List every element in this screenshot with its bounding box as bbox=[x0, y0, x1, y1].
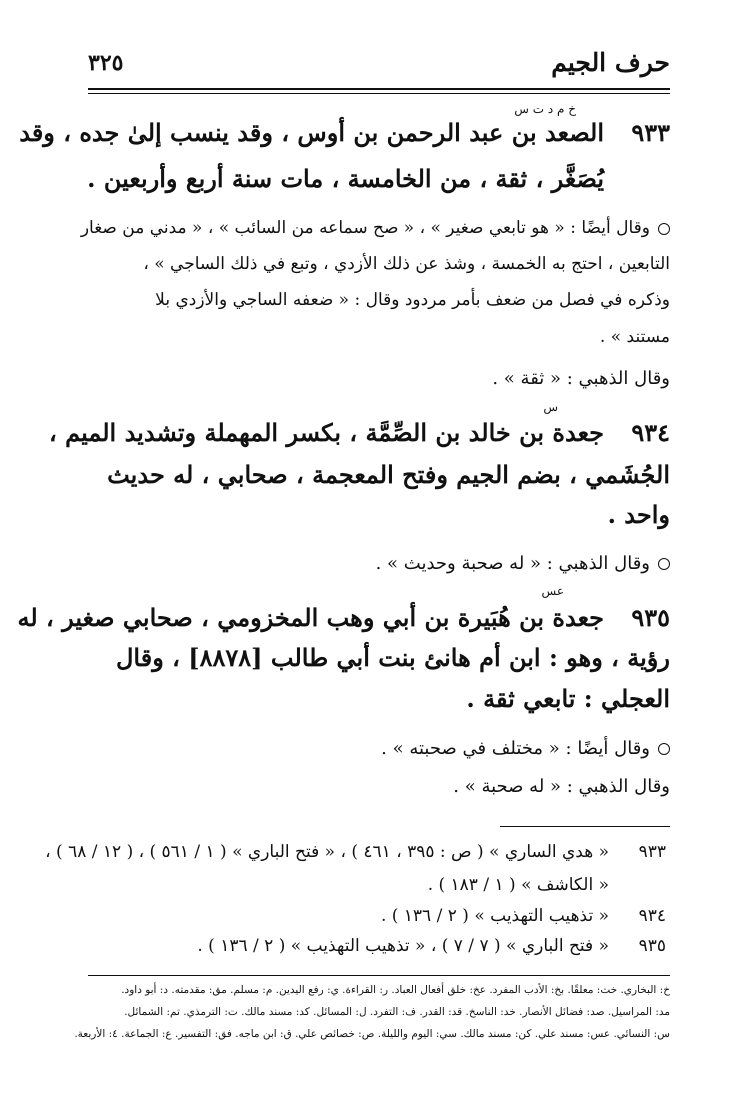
entry-line: رؤية ، وهو : ابن أم هانئ بنت أبي طالب [٨٨٧٨] ، وقال bbox=[115, 643, 670, 672]
footnote-line: « هدي الساري » ( ص : ٣٩٥ ، ٤٦١ ) ، « فتح الباري » ( ١ / ٥٦١ ) ، ( ١٢ / ٦٨ ) ، bbox=[45, 842, 609, 862]
page-number: ٣٢٥ bbox=[88, 50, 124, 76]
entry-number: ٩٣٣ bbox=[631, 118, 670, 147]
header-rule-top bbox=[88, 88, 670, 90]
entry-line: جعدة بن هُبَيرة بن أبي وهب المخزومي ، صحابي صغير ، له bbox=[17, 603, 604, 632]
entry-line: جعدة بن خالد بن الصِّمَّة ، بكسر المهملة وتشديد الميم ، bbox=[49, 418, 604, 447]
circle-bullet-icon bbox=[658, 558, 670, 570]
note-line: وقال الذهبي : « له صحبة وحديث » . bbox=[88, 553, 670, 574]
abbreviation-line: مد: المراسيل. صد: فضائل الأنصار. خد: الناسخ. قد: القدر. ف: التفرد. ل: المسائل. كد: مسند مالك. ت: الترمذي. تم: الشمائل. bbox=[124, 1006, 670, 1018]
header-rule-bottom bbox=[88, 93, 670, 94]
entry-line: العجلي : تابعي ثقة . bbox=[466, 684, 670, 713]
footnote-number: ٩٣٤ bbox=[638, 906, 666, 926]
circle-bullet-icon bbox=[658, 743, 670, 755]
entry-number: ٩٣٥ bbox=[631, 603, 670, 632]
note-line: وقال الذهبي : « ثقة » . bbox=[492, 368, 670, 389]
footnote-number: ٩٣٥ bbox=[638, 936, 666, 956]
entry-line: يُصَغَّر ، ثقة ، من الخامسة ، مات سنة أربع وأربعين . bbox=[87, 164, 604, 193]
abbreviation-line: خ: البخاري. خت: معلقًا. بخ: الأدب المفرد. عخ: خلق أفعال العباد. ر: القراءة. ي: رفع اليدين. م: مسلم. مق: مقدمته. د: أبو داود. bbox=[121, 984, 670, 996]
abbreviation-line: س: النسائي. عس: مسند علي. كن: مسند مالك. سي: اليوم والليلة. ص: خصائص علي. ق: ابن ماجه. فق: التفسير. ع: الجماعة. ٤: الأربعة. bbox=[74, 1028, 670, 1040]
entry-line: الجُشَمي ، بضم الجيم وفتح المعجمة ، صحابي ، له حديث bbox=[107, 460, 670, 489]
note-line: وقال الذهبي : « له صحبة » . bbox=[453, 776, 670, 797]
entry-symbols: خ م د ت س bbox=[514, 102, 576, 116]
footnote-line: « الكاشف » ( ١ / ١٨٣ ) . bbox=[427, 875, 609, 895]
note-line: التابعين ، احتج به الخمسة ، وشذ عن ذلك الأزدي ، وتبع في ذلك الساجي » ، bbox=[143, 254, 670, 274]
entry-symbols: عس bbox=[541, 584, 564, 598]
circle-bullet-icon bbox=[658, 223, 670, 235]
entry-line: واحد . bbox=[607, 500, 670, 529]
footnote-number: ٩٣٣ bbox=[638, 842, 666, 862]
note-line: وقال أيضًا : « مختلف في صحبته » . bbox=[88, 738, 670, 759]
footnote-line: « فتح الباري » ( ٧ / ٧ ) ، « تذهيب التهذيب » ( ٢ / ١٣٦ ) . bbox=[197, 936, 609, 956]
abbreviations-rule bbox=[88, 975, 670, 976]
running-header-title: حرف الجيم bbox=[551, 48, 670, 77]
note-line: وذكره في فصل من ضعف بأمر مردود وقال : « ضعفه الساجي والأزدي بلا bbox=[155, 290, 670, 310]
entry-line: الصعد بن عبد الرحمن بن أوس ، وقد ينسب إلىٰ جده ، وقد bbox=[19, 118, 604, 147]
note-line: مستند » . bbox=[599, 327, 670, 347]
note-line: وقال أيضًا : « هو تابعي صغير » ، « صح سماعه من السائب » ، « مدني من صغار bbox=[88, 218, 670, 238]
footnote-separator bbox=[500, 826, 670, 827]
entry-symbols: س bbox=[543, 400, 558, 414]
entry-number: ٩٣٤ bbox=[631, 418, 670, 447]
footnote-line: « تذهيب التهذيب » ( ٢ / ١٣٦ ) . bbox=[380, 906, 609, 926]
